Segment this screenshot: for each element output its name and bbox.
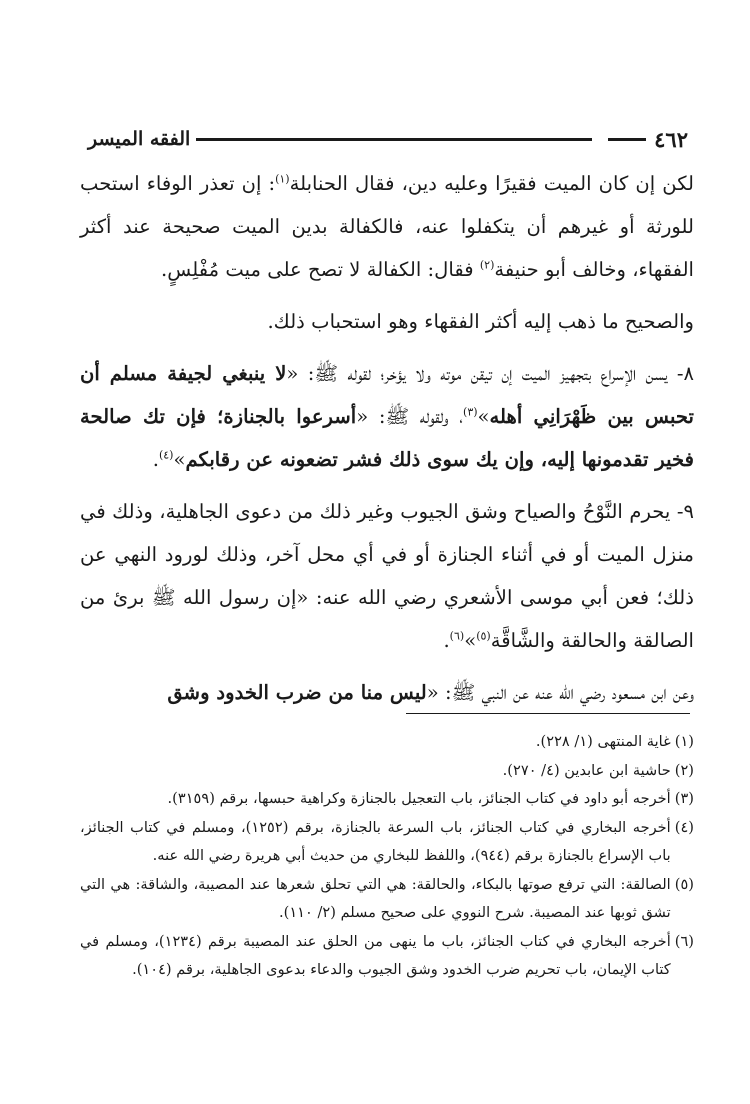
footnote-text: الصالقة: التي ترفع صوتها بالبكاء، والحالقة: هي التي تحلق شعرها عند المصيبة، والشاقة: هي التي تشق ثوبها عند المصيبة. شرح النووي على صحيح مسلم (٢/ ١١٠). (80, 875, 671, 921)
hadith-quote: ليس منا من ضرب الخدود وشق (167, 681, 427, 704)
paragraph-text: والصحيح ما ذهب إليه أكثر الفقهاء وهو استحباب ذلك. (267, 310, 694, 333)
footnote-ref: (٢) (479, 258, 495, 272)
footnote-text: أخرجه أبو داود في كتاب الجنائز، باب التعجيل بالجنازة وكراهية حبسها، برقم (٣١٥٩). (167, 790, 671, 807)
paragraph-text: وعن ابن مسعود رضي الله عنه عن النبي ﷺ: « (426, 681, 694, 704)
header-rule (196, 138, 592, 141)
footnote-number: (١) (674, 733, 694, 750)
footnote-ref: (٥) (476, 629, 491, 643)
footnote-number: (٥) (674, 875, 694, 893)
paragraph-text: ، ولقوله ﷺ: « (356, 405, 464, 428)
paragraph-text: . (152, 448, 159, 471)
paragraph-text: » (464, 629, 477, 652)
paragraph-hanabila (80, 162, 694, 291)
footnote-text: أخرجه البخاري في كتاب الجنائز، باب السرعة بالجنازة، برقم (١٢٥٢)، ومسلم في كتاب الجنائز، باب الإسراع بالجنازة برقم (٩٤٤)، واللفظ للبخاري من حديث أبي هريرة رضي الله عنه. (80, 818, 671, 864)
footnote-text: حاشية ابن عابدين (٤/ ٢٧٠). (502, 761, 671, 779)
footnote-ref: (٣) (463, 405, 478, 419)
footnote-number: (٦) (674, 932, 694, 950)
footnote-2 (80, 757, 694, 786)
footnote-5 (80, 871, 694, 928)
item-8 (80, 352, 694, 481)
footnote-4 (80, 814, 694, 871)
paragraph-text: فقال: الكفالة لا تصح على ميت مُفْلِسٍ. (161, 258, 480, 281)
footnote-1 (80, 728, 694, 757)
hadith-quote: أسرعوا بالجنازة؛ فإن تك صالحة فخير تقدمونها إليه، وإن يك سوى ذلك فشر تضعونه عن رقابكم (80, 405, 694, 471)
footnote-text: أخرجه البخاري في كتاب الجنائز، باب ما ينهى من الحلق عند المصيبة برقم (١٢٣٤)، ومسلم في كتاب الإيمان، باب تحريم ضرب الخدود وشق الجيوب والدعاء بدعوى الجاهلية، برقم (١٠٤). (80, 932, 671, 978)
paragraph-sahih (80, 300, 694, 343)
header-short-rule (608, 138, 646, 141)
footnotes (80, 728, 694, 985)
footnote-6 (80, 928, 694, 985)
footnote-ref: (٤) (158, 448, 174, 462)
paragraph-text: ٨- يسن الإسراع بتجهيز الميت إن تيقن موته ولا يؤخر؛ لقوله ﷺ: « (286, 362, 694, 385)
paragraph-text: . (443, 629, 450, 652)
footnote-number: (٤) (674, 818, 694, 836)
paragraph-text: » (477, 405, 490, 428)
footnote-ref: (١) (275, 172, 290, 186)
footnote-separator (406, 713, 690, 714)
running-header (88, 124, 688, 154)
paragraph-text: لكن إن كان الميت فقيرًا وعليه دين، فقال الحنابلة (289, 172, 694, 195)
main-text (80, 162, 694, 723)
footnote-3 (80, 785, 694, 814)
hadith-quote: لا ينبغي لجيفة مسلم أن تحبس بين ظَهْرَانِي أهله (80, 362, 694, 428)
item-9 (80, 490, 694, 662)
footnote-number: (٢) (674, 761, 694, 779)
footnote-text: غاية المنتهى (١/ ٢٢٨). (535, 733, 671, 750)
footnote-number: (٣) (674, 790, 694, 807)
paragraph-text: ٩- يحرم النَّوْحُ والصياح وشق الجيوب وغير ذلك من دعوى الجاهلية، وذلك في منزل الميت أو في أثناء الجنازة أو في أي محل آخر، وذلك لورود النهي عن ذلك؛ فعن أبي موسى الأشعري رضي الله عنه: «إن رسول الله ﷺ برئ من الصالقة والحالقة والشَّاقَّة (80, 500, 694, 652)
footnote-ref: (٦) (449, 629, 465, 643)
paragraph-ibn-masud (80, 671, 694, 714)
page-number: ٤٦٢ (654, 126, 688, 152)
book-title: الفقه الميسر (88, 128, 191, 150)
paragraph-text: : إن تعذر الوفاء استحب للورثة أو غيرهم أن يتكفلوا عنه، فالكفالة بدين الميت صحيحة عند أكثر الفقهاء، وخالف أبو حنيفة (80, 172, 694, 281)
paragraph-text: » (173, 448, 186, 471)
